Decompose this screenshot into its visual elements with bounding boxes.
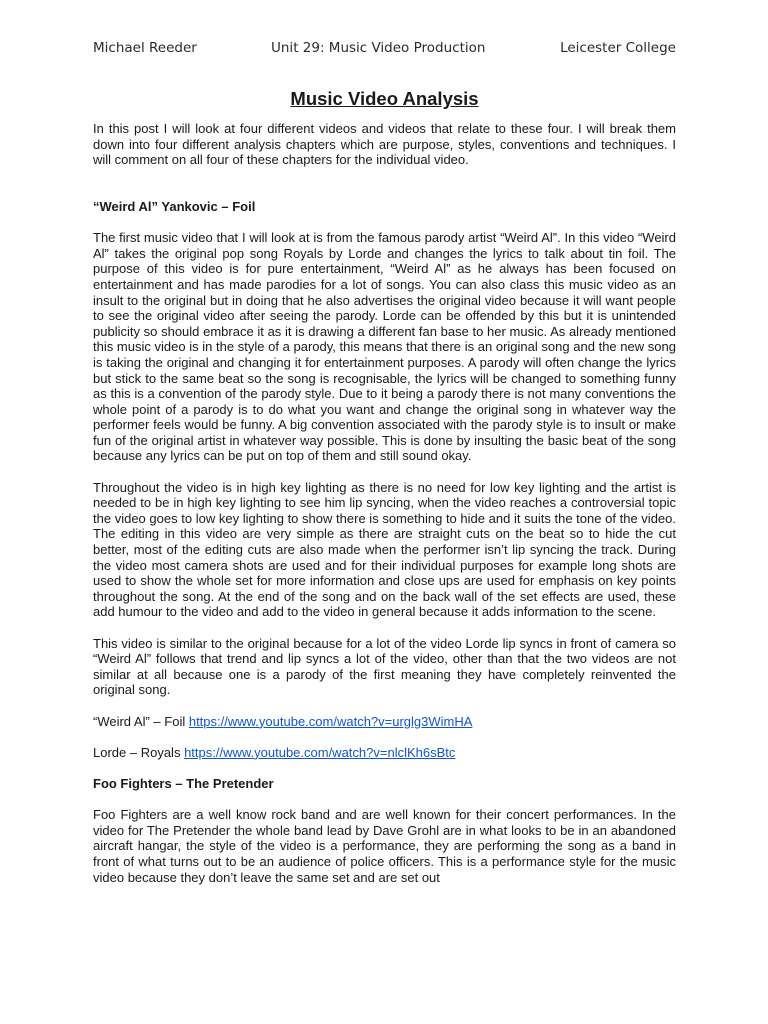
video-reference-royals [93,745,676,761]
document-body [93,121,676,901]
section-heading-weird-al: “Weird Al” Yankovic – Foil [93,198,256,214]
intro-paragraph: In this post I will look at four different videos and videos that relate to these four. I will break them down into four different analysis chapters which are purpose, styles, conventions and techniques. I will comment on all four of these chapters for the individual video. [93,121,676,168]
page-header [93,40,676,60]
header-unit: Unit 29: Music Video Production [271,40,486,56]
youtube-link-foil[interactable]: https://www.youtube.com/watch?v=urglg3WimHA [188,713,473,729]
youtube-link-royals[interactable]: https://www.youtube.com/watch?v=nlclKh6sBtc [184,744,456,760]
page-title: Music Video Analysis [290,88,479,109]
section-heading-foo-fighters: Foo Fighters – The Pretender [93,775,274,791]
paragraph: Throughout the video is in high key lighting as there is no need for low key lighting and the artist is needed to be in high key lighting to see him lip syncing, when the video reaches a controversial topic the video goes to low key lighting to show there is something to hide and it suits the tone of the video. The editing in this video are very simple as there are straight cuts on the beat so to hide the cut better, most of the editing cuts are also made when the performer isn’t lip syncing the track. During the video most camera shots are used and for their individual purposes for example long shots are used to show the whole set for more information and close ups are used for emphasis on key points throughout the song. At the end of the song and on the back wall of the set effects are used, these add humour to the video and add to the video in general because it adds information to the scene. [93,479,676,620]
header-college: Leicester College [560,40,676,56]
video-label: “Weird Al” – Foil [93,713,189,729]
header-author: Michael Reeder [93,40,197,56]
video-reference-foil [93,714,676,730]
spacer [93,183,676,199]
video-label: Lorde – Royals [93,744,185,760]
paragraph: Foo Fighters are a well know rock band and are well known for their concert performances. In the video for The Pretender the whole band lead by Dave Grohl are in what looks to be in an abandoned aircraft hangar, the style of the video is a performance, they are performing the song as a band in front of what turns out to be an audience of police officers. This is a performance style for the music video because they don’t leave the same set and are set out [93,807,676,885]
paragraph: The first music video that I will look at is from the famous parody artist “Weird Al”. In this video “Weird Al” takes the original pop song Royals by Lorde and changes the lyrics to talk about tin foil. The purpose of this video is for pure entertainment, “Weird Al” as he always has been focused on entertainment and has made parodies for a lot of songs. You can also class this music video as an insult to the original but in doing that he also advertises the original video because it will want people to see the original video after seeing the parody. Lorde can be offended by this but it is unintended publicity so should embrace it as it is drawing a different fan base to her music. As already mentioned this music video is in the style of a parody, this means that there is an original song and the new song is taking the original and changing it for entertainment purposes. A parody will often change the lyrics but stick to the same beat so the song is recognisable, the lyrics will be changed to something funny as this is a convention of the parody style. Due to it being a parody there is not many conventions the whole point of a parody is to do what you want and change the original song in whatever way the performer feels would be funny. A big convention associated with the parody style is to insult or make fun of the original artist in whatever way possible. This is done by insulting the basic beat of the song because any lyrics can be put on top of them and still sound okay. [93,230,676,464]
paragraph: This video is similar to the original because for a lot of the video Lorde lip syncs in front of camera so “Weird Al” follows that trend and lip syncs a lot of the video, other than that the two videos are not similar at all because one is a parody of the first meaning they have completely reinvented the original song. [93,635,676,698]
